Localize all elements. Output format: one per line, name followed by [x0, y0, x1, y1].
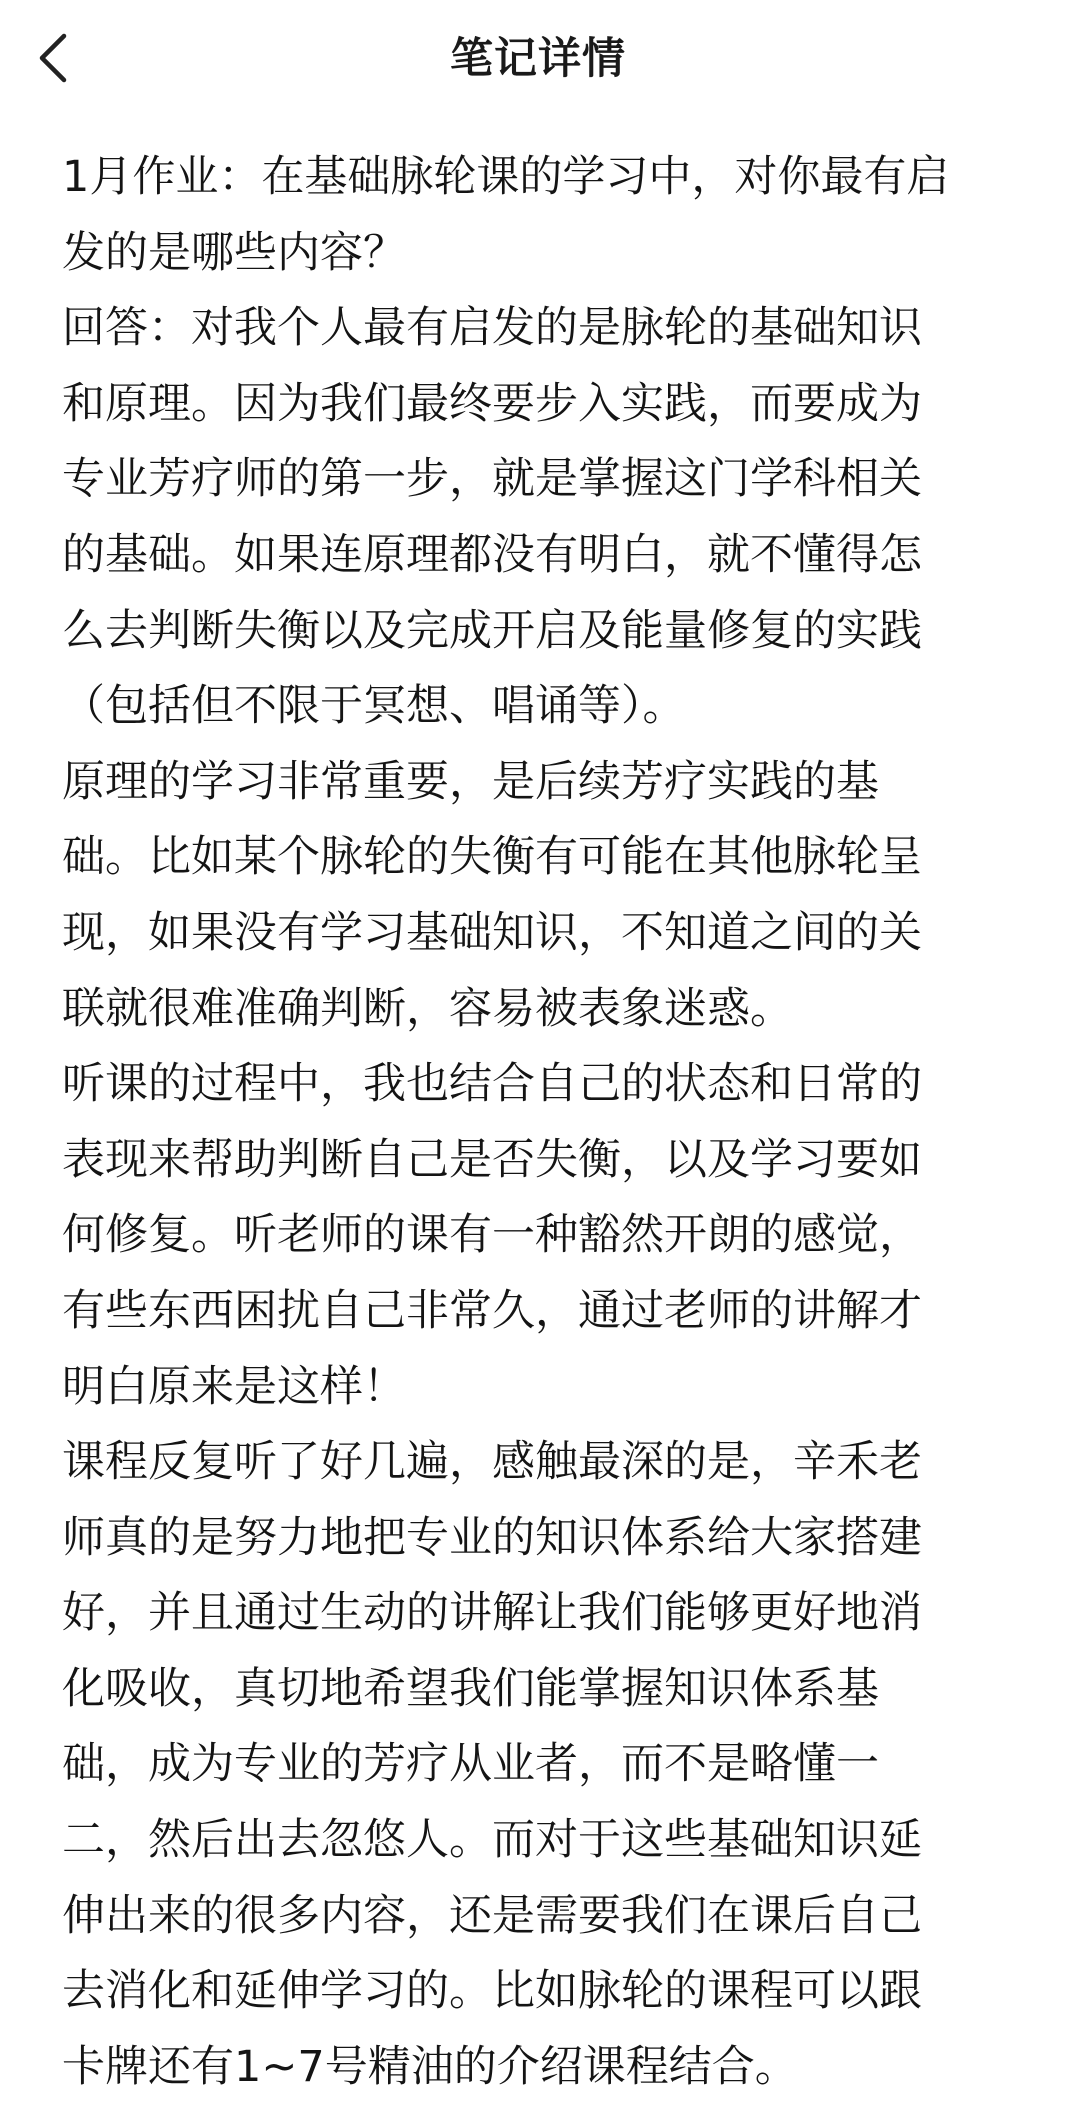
note-content — [62, 140, 1012, 2092]
note-paragraph-question: 1月作业：在基础脉轮课的学习中，对你最有启 发的是哪些内容？ — [62, 152, 950, 278]
note-paragraph-reflection: 课程反复听了好几遍，感触最深的是，辛禾老 师真的是努力地把专业的知识体系给大家搭建 好，并且通过生动的讲解让我们能够更好地消 化吸收，真切地希望我们能掌握知识体系基 础，成为专业的芳疗从业者，而不是略懂一 二，然后出去忽悠人。而对于这些基础知识延 伸出来的很多内容，还是需要我们在课后自己 去消化和延伸学习的。比如脉轮的课程可以跟 卡牌还有1~7号精油的介绍课程结合。 — [62, 1437, 922, 2092]
note-paragraph-listening: 听课的过程中，我也结合自己的状态和日常的 表现来帮助判断自己是否失衡，以及学习要如 何修复。听老师的课有一种豁然开朗的感觉， 有些东西困扰自己非常久，通过老师的讲解才 明白原来是这样！ — [62, 1059, 922, 1412]
note-paragraph-principle: 原理的学习非常重要，是后续芳疗实践的基 础。比如某个脉轮的失衡有可能在其他脉轮呈 现，如果没有学习基础知识，不知道之间的关 联就很难准确判断，容易被表象迷惑。 — [62, 756, 922, 1034]
note-paragraph-answer: 回答：对我个人最有启发的是脉轮的基础知识 和原理。因为我们最终要步入实践，而要成为 专业芳疗师的第一步，就是掌握这门学科相关 的基础。如果连原理都没有明白，就不懂得怎 么去判断失衡以及完成开启及能量修复的实践 （包括但不限于冥想、唱诵等）。 — [62, 303, 922, 732]
top-bar — [0, 0, 1076, 125]
page-title: 笔记详情 — [450, 34, 626, 84]
